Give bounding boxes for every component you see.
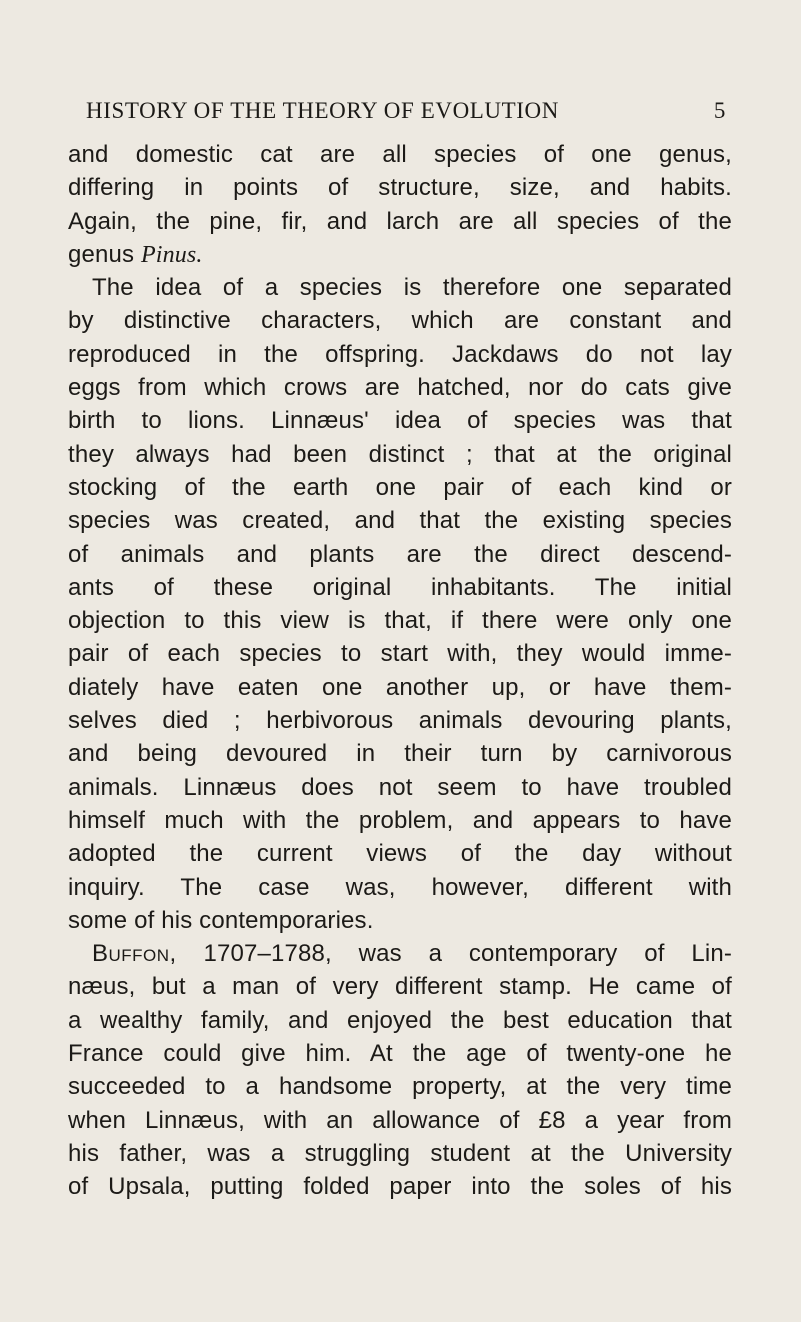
- text-line: selves died ; herbivorous animals devouring plants,: [68, 707, 732, 735]
- text-line: his father, was a struggling student at the University: [68, 1139, 732, 1167]
- text-line: himself much with the problem, and appears to have: [68, 806, 732, 834]
- text-line: birth to lions. Linnæus' idea of species was that: [68, 407, 732, 435]
- text-line: differing in points of structure, size, and habits.: [68, 174, 732, 202]
- paragraph-first-line: The idea of a species is therefore one separated: [92, 274, 732, 302]
- text-line: when Linnæus, with an allowance of £8 a year from: [68, 1106, 732, 1134]
- text-line: objection to this view is that, if there were only one: [68, 607, 732, 635]
- text-line: a wealthy family, and enjoyed the best education that: [68, 1006, 732, 1034]
- text-line: they always had been distinct ; that at the original: [68, 440, 732, 468]
- text-line: diately have eaten one another up, or have them-: [68, 673, 732, 701]
- body-text: [68, 138, 732, 1204]
- paragraph-last-line: some of his contemporaries.: [68, 906, 374, 934]
- text-line: succeeded to a handsome property, at the very time: [68, 1073, 732, 1101]
- text-line: and domestic cat are all species of one genus,: [68, 141, 732, 168]
- text-line: [68, 238, 732, 271]
- text-line: inquiry. The case was, however, different with: [68, 873, 732, 901]
- text-fragment: genus: [68, 240, 141, 268]
- text-line: stocking of the earth one pair of each kind or: [68, 473, 732, 501]
- text-line: ants of these original inhabitants. The initial: [68, 573, 732, 601]
- italic-genus-name: Pinus.: [140, 241, 203, 268]
- text-line: adopted the current views of the day without: [68, 840, 732, 868]
- text-line: animals. Linnæus does not seem to have troubled: [68, 773, 732, 801]
- text-line: Again, the pine, fir, and larch are all species of the: [68, 207, 732, 235]
- text-line: by distinctive characters, which are constant and: [68, 307, 732, 335]
- text-line: reproduced in the offspring. Jackdaws do not lay: [68, 340, 732, 368]
- small-caps-name: Buffon,: [92, 940, 177, 968]
- text-line: of Upsala, putting folded paper into the soles of his: [68, 1173, 732, 1201]
- page-number: 5: [713, 98, 726, 123]
- text-line: of animals and plants are the direct descend-: [68, 540, 732, 568]
- text-line: species was created, and that the existing species: [68, 507, 732, 535]
- text-line: eggs from which crows are hatched, nor do cats give: [68, 374, 732, 402]
- text-line: France could give him. At the age of twenty-one he: [68, 1040, 732, 1068]
- text-line: and being devoured in their turn by carnivorous: [68, 740, 732, 768]
- paragraph-first-line: [68, 937, 732, 970]
- text-line: pair of each species to start with, they would imme-: [68, 640, 732, 668]
- text-line: næus, but a man of very different stamp. He came of: [68, 973, 732, 1001]
- text-fragment: 1707–1788, was a contemporary of Lin-: [176, 940, 732, 968]
- running-head: [86, 96, 726, 126]
- running-title: HISTORY OF THE THEORY OF EVOLUTION: [86, 98, 559, 123]
